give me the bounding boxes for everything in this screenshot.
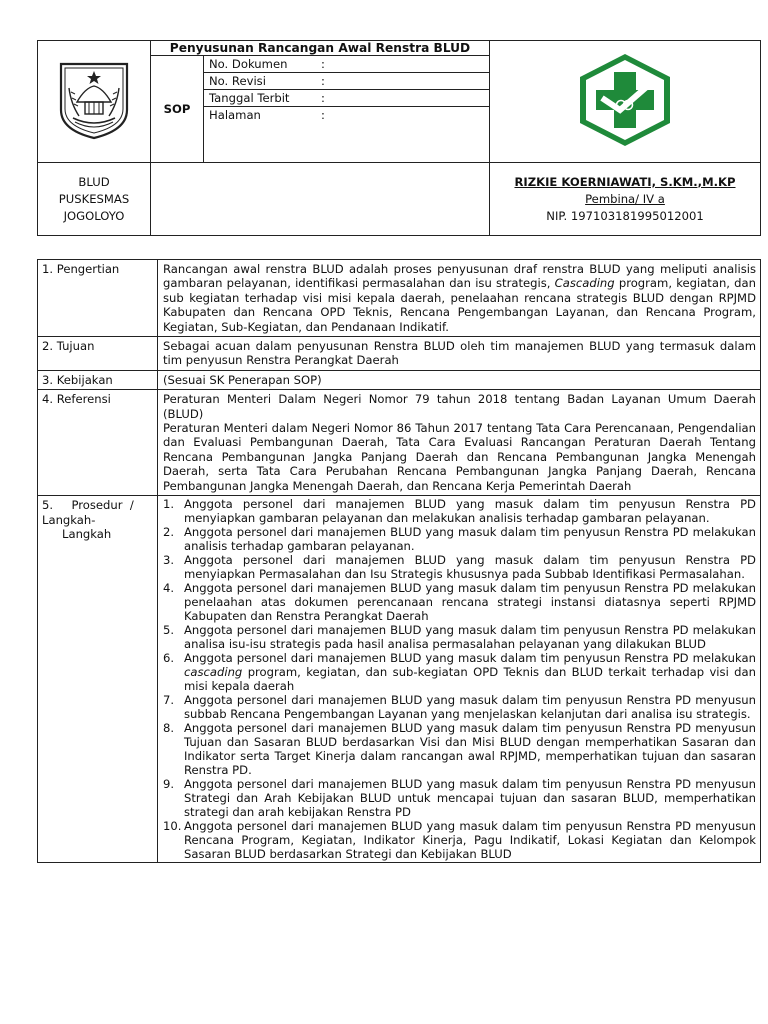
step-number: 5. [163,623,175,638]
section-text-referensi [158,390,761,496]
label-line: Langkah [62,526,112,541]
procedure-step [163,623,756,651]
field-label: No. Dokumen [204,56,316,73]
step-text: Anggota personel dari manajemen BLUD yang masuk dalam tim penyusun Renstra PD menyusun Strategi dan Arah Kebijakan BLUD untuk mencapai tujuan dan sasaran BLUD, memperhatikan strategi dan arah kebijakan Renstra PD [184,777,756,820]
sop-title: Penyusunan Rancangan Awal Renstra BLUD [151,41,489,56]
sop-content-table [37,259,761,863]
signatory-rank: Pembina/ IV a [585,191,665,206]
step-number: 4. [163,581,175,596]
text-run: Rancangan awal renstra BLUD adalah proses penyusunan draf renstra BLUD yang meliputi analisis gambaran pelayanan, identifikasi permasalahan dan isu strategis, [163,262,756,291]
section-text-tujuan: Sebagai acuan dalam penyusunan Renstra BLUD oleh tim manajemen BLUD yang termasuk dalam tim penyusun Renstra Perangkat Daerah [158,337,761,371]
field-label: No. Revisi [204,73,316,90]
step-number: 9. [163,777,175,792]
institution-line: JOGOLOYO [63,208,125,223]
puskesmas-logo-cell [490,41,761,163]
institution-line: BLUD [78,174,110,189]
field-label: Halaman [209,108,261,122]
step-number: 8. [163,721,175,736]
field-label: Tanggal Terbit [204,90,316,107]
procedure-step [163,721,756,777]
step-text: Anggota personel dari manajemen BLUD yang masuk dalam tim penyusun Renstra PD menyiapkan gambaran pelayanan dan melakukan analisis terhadap gambaran pelayanan. [184,497,756,526]
field-value: : [316,90,489,107]
sop-info-cell [151,41,490,163]
procedure-step [163,693,756,721]
regency-emblem-cell [38,41,151,163]
step-number: 1. [163,497,175,512]
step-number: 10. [163,819,182,834]
procedure-step [163,553,756,581]
section-text-prosedur [158,496,761,863]
signatory-nip: NIP. 197103181995012001 [546,208,704,223]
step-number: 2. [163,525,175,540]
section-text-pengertian [158,260,761,337]
blank-cell [151,163,490,236]
sop-header-table [37,40,761,236]
step-number: 6. [163,651,175,666]
sop-fields-table [204,56,489,123]
step-number: 7. [163,693,175,708]
text-run: program, kegiatan, dan sub kegiatan terhadap visi misi kepala daerah, penelaahan rencana strategis BLUD dengan RPJMD Kabupaten dan Rencana OPD Teknis, Rencana Pengembangan Layanan, dan Rencana Program, Kegiatan, Sub-Kegiatan, dan Pendanaan Indikatif. [163,276,756,334]
section-text-kebijakan: (Sesuai SK Penerapan SOP) [158,370,761,389]
procedure-steps [163,497,756,861]
text-run-italic: Cascading [554,276,615,291]
puskesmas-logo-icon [570,50,680,150]
sop-info-table [151,56,489,162]
step-text: program, kegiatan, dan sub-kegiatan OPD Teknis dan BLUD terkait terhadap visi dan misi kepala daerah [184,665,756,694]
section-label: 1. Pengertian [38,260,158,337]
procedure-step [163,777,756,819]
step-text: Anggota personel dari manajemen BLUD yang masuk dalam tim penyusun Renstra PD menyusun subbab Rencana Pengembangan Layanan yang menjelaskan kelanjutan dari analisa isu strategis. [184,693,756,722]
reference-item: Peraturan Menteri dalam Negeri Nomor 86 Tahun 2017 tentang Tata Cara Perencanaan, Pengendalian dan Evaluasi Pembangunan Daerah, Tata Cara Evaluasi Rancangan Peraturan Daerah Tentang Rencana Pembangunan Jangka Panjang Daerah dan Rencana Pembangunan Jangka Menengah Daerah, serta Tata Cara Perubahan Rencana Pembangunan Jangka Panjang Daerah, Rencana Pembangunan Jangka Menengah Daerah, dan Rencana Kerja Pemerintah Daerah [163,421,756,493]
procedure-step [163,581,756,623]
procedure-step [163,497,756,525]
step-text: Anggota personel dari manajemen BLUD yang masuk dalam tim penyusun Renstra PD menyusun Rencana Program, Kegiatan, Indikator Kinerja, Pagu Indikatif, Lokasi Kegiatan dan Kelompok Sasaran BLUD berdasarkan Strategi dan Kebijakan BLUD [184,819,756,862]
field-value: : [316,73,489,90]
step-text: Anggota personel dari manajemen BLUD yang masuk dalam tim penyusun Renstra PD melakukan penelaahan atas dokumen perencanaan rencana strategi instansi diatasnya seperti RPJMD Kabupaten dan Renstra Perangkat Daerah [184,581,756,624]
signatory-block [490,163,761,236]
field-value: : [316,56,489,73]
institution-line: PUSKESMAS [58,191,130,206]
signatory-name: RIZKIE KOERNIAWATI, S.KM.,M.KP [514,174,736,189]
step-text: Anggota personel dari manajemen BLUD yang masuk dalam tim penyusun Renstra PD menyiapkan Permasalahan dan Isu Strategis khususnya pada Subbab Identifikasi Permasalahan. [184,553,756,582]
step-number: 3. [163,553,175,568]
sop-label: SOP [151,56,204,162]
regency-emblem-icon [55,58,133,142]
reference-item: Peraturan Menteri Dalam Negeri Nomor 79 tahun 2018 tentang Badan Layanan Umum Daerah (BLUD) [163,392,756,421]
field-value: : [321,108,325,122]
procedure-step [163,525,756,553]
step-text: Anggota personel dari manajemen BLUD yang masuk dalam tim penyusun Renstra PD menyusun Tujuan dan Sasaran BLUD berdasarkan Visi dan Misi BLUD dengan memperhatikan Sasaran dan Indikator serta Target Kinerja dalam rancangan awal RPJMD, memperhatikan tujuan dan sasaran Renstra PD. [184,721,756,778]
section-label: 2. Tujuan [38,337,158,371]
step-text: Anggota personel dari manajemen BLUD yang masuk dalam tim penyusun Renstra PD melakukan analisis terhadap gambaran pelayanan. [184,525,756,554]
sop-fields [204,56,490,162]
label-line: 5. Prosedur / [42,498,134,513]
step-text-italic: cascading [184,665,243,680]
procedure-step [163,819,756,861]
procedure-step [163,651,756,693]
section-label-prosedur [38,496,158,863]
section-label: 4. Referensi [38,390,158,496]
section-label: 3. Kebijakan [38,370,158,389]
institution-name [38,163,151,236]
step-text: Anggota personel dari manajemen BLUD yang masuk dalam tim penyusun Renstra PD melakukan analisa isu-isu strategis pada hasil analisa permasalahan pelayanan yang dilakukan BLUD [184,623,756,652]
step-text: Anggota personel dari manajemen BLUD yang masuk dalam tim penyusun Renstra PD melakukan [184,651,756,666]
label-line: Langkah- [42,512,96,527]
